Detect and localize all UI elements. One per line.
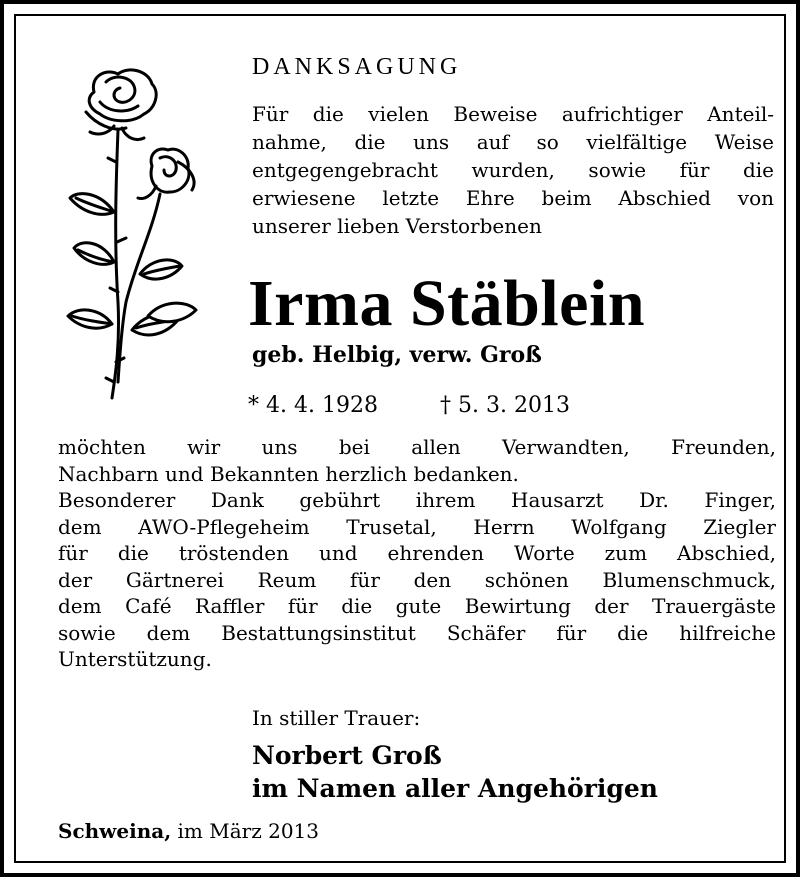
place: Schweina, — [58, 819, 172, 843]
body-line: sowie dem Bestattungsinstitut Schäfer für die hilfreiche — [58, 620, 776, 645]
intro-line: unserer lieben Verstorbenen — [252, 214, 542, 238]
date: im März 2013 — [177, 819, 320, 843]
signer-relation: im Namen aller Angehörigen — [252, 774, 658, 803]
intro-line: nahme, die uns auf so vielfältige Weise — [252, 130, 774, 154]
mourning-label: In stiller Trauer: — [252, 706, 421, 730]
body-line: Unterstützung. — [58, 647, 212, 671]
place-date-line — [58, 819, 319, 843]
body-line: für die tröstenden und ehrenden Worte zum Abschied, — [58, 541, 776, 565]
birth-date: * 4. 4. 1928 — [248, 393, 378, 418]
death-date: † 5. 3. 2013 — [440, 393, 570, 418]
signer-name: Norbert Groß — [252, 741, 442, 770]
body-line: Nachbarn und Bekannten herzlich bedanken. — [58, 461, 519, 486]
body-line: Besonderer Dank gebührt ihrem Hausarzt Dr. Finger, — [58, 488, 776, 512]
body-line: dem AWO-Pflegeheim Trusetal, Herrn Wolfgang Ziegler — [58, 514, 776, 539]
body-line: möchten wir uns bei allen Verwandten, Freunden, — [58, 435, 776, 459]
body-line: dem Café Raffler für die gute Bewirtung der Trauergäste — [58, 594, 776, 618]
body-line: der Gärtnerei Reum für den schönen Blumenschmuck, — [58, 567, 776, 592]
deceased-name: Irma Stäblein — [248, 267, 646, 340]
intro-line: erwiesene letzte Ehre beim Abschied von — [252, 186, 774, 210]
intro-line: entgegengebracht wurden, sowie für die — [252, 158, 774, 182]
rose-illustration — [56, 62, 216, 404]
intro-line: Für die vielen Beweise aufrichtiger Anteil- — [252, 102, 774, 126]
intro-text — [252, 100, 774, 240]
heading: DANKSAGUNG — [252, 54, 462, 80]
deceased-maiden-name: geb. Helbig, verw. Groß — [252, 342, 542, 368]
body-text — [58, 434, 776, 673]
